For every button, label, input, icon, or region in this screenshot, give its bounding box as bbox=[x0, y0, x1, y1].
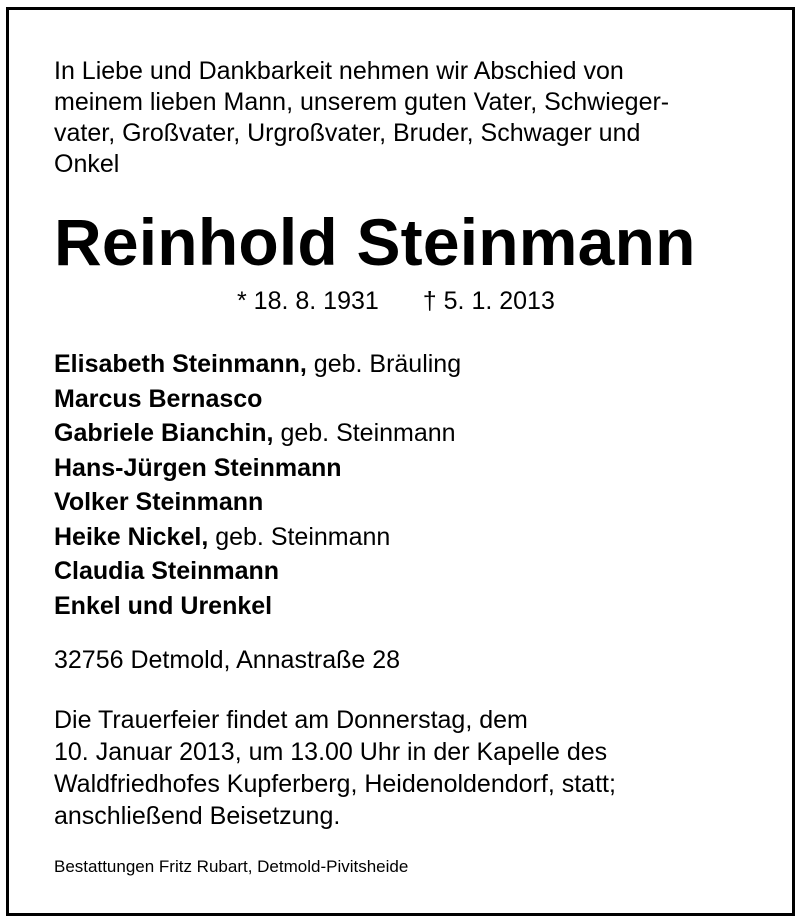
undertaker-credit: Bestattungen Fritz Rubart, Detmold-Pivitsheide bbox=[54, 857, 409, 876]
mourner-name: Hans-Jürgen Steinmann bbox=[54, 453, 342, 482]
mourner-suffix: geb. Steinmann bbox=[208, 522, 391, 551]
mourners-list bbox=[54, 347, 461, 623]
mourner-item bbox=[54, 589, 461, 624]
mourner-name: Marcus Bernasco bbox=[54, 384, 263, 413]
mourner-item bbox=[54, 554, 461, 589]
mourner-item bbox=[54, 485, 461, 520]
intro-text bbox=[54, 56, 669, 180]
mourner-suffix: geb. Bräuling bbox=[306, 350, 462, 378]
service-line: Waldfriedhofes Kupferberg, Heidenoldendorf, statt; bbox=[54, 770, 616, 798]
mourner-item bbox=[54, 451, 461, 486]
intro-line: meinem lieben Mann, unserem guten Vater, Schwieger- bbox=[54, 88, 670, 116]
service-line: Die Trauerfeier findet am Donnerstag, dem bbox=[54, 706, 528, 734]
mourner-name: Gabriele Bianchin, bbox=[54, 419, 274, 447]
mourner-name: Heike Nickel, bbox=[54, 522, 209, 551]
obituary-notice bbox=[6, 7, 795, 916]
funeral-service-text bbox=[54, 704, 616, 832]
service-line: 10. Januar 2013, um 13.00 Uhr in der Kapelle des bbox=[54, 738, 608, 766]
mourner-suffix: geb. Steinmann bbox=[273, 419, 456, 447]
life-dates bbox=[237, 285, 555, 317]
mourner-item bbox=[54, 520, 461, 555]
mourner-item bbox=[54, 382, 461, 417]
mourner-name: Volker Steinmann bbox=[54, 488, 264, 516]
mourner-item bbox=[54, 347, 461, 382]
mourner-item bbox=[54, 416, 461, 451]
mourner-name: Enkel und Urenkel bbox=[54, 591, 273, 620]
intro-line: In Liebe und Dankbarkeit nehmen wir Abschied von bbox=[54, 57, 624, 85]
death-date: † 5. 1. 2013 bbox=[422, 287, 555, 315]
intro-line: vater, Großvater, Urgroßvater, Bruder, Schwager und bbox=[54, 119, 641, 147]
mourner-name: Claudia Steinmann bbox=[54, 557, 280, 585]
family-address: 32756 Detmold, Annastraße 28 bbox=[54, 646, 401, 674]
birth-date: * 18. 8. 1931 bbox=[237, 287, 379, 315]
mourner-name: Elisabeth Steinmann, bbox=[54, 350, 307, 378]
service-line: anschließend Beisetzung. bbox=[54, 802, 341, 830]
intro-line: Onkel bbox=[54, 150, 120, 178]
deceased-name: Reinhold Steinmann bbox=[54, 205, 696, 279]
